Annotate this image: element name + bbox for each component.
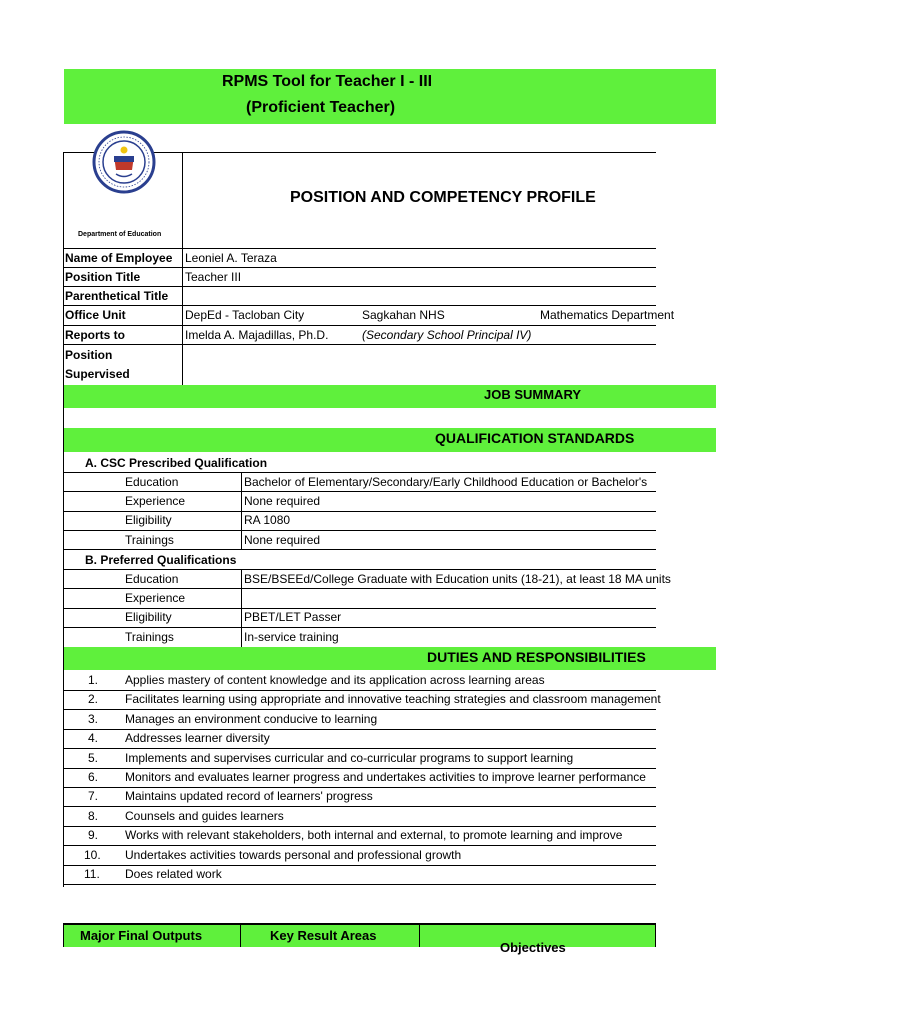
a-trainings-label: Trainings [125, 533, 174, 547]
csc-qualification-heading: A. CSC Prescribed Qualification [85, 456, 268, 470]
duty-number: 5. [88, 751, 99, 765]
supervised-label-1: Position [65, 348, 113, 362]
duty-text: Counsels and guides learners [125, 809, 284, 823]
col-line [655, 923, 656, 947]
col-line [63, 923, 64, 947]
reports-label: Reports to [65, 328, 125, 342]
duty-number: 8. [88, 809, 99, 823]
duty-number: 9. [88, 828, 99, 842]
duty-text: Applies mastery of content knowledge and its application across learning areas [125, 673, 545, 687]
col-key-result-areas: Key Result Areas [270, 928, 377, 943]
a-experience-value: None required [244, 494, 321, 508]
duty-text: Monitors and evaluates learner progress and undertakes activities to improve learner performance [125, 770, 646, 784]
duty-text: Addresses learner diversity [125, 731, 270, 745]
a-eligibility-value: RA 1080 [244, 513, 291, 527]
a-trainings-value: None required [244, 533, 321, 547]
duties-title: DUTIES AND RESPONSIBILITIES [427, 649, 646, 665]
a-education-label: Education [125, 475, 179, 489]
title-banner [64, 69, 716, 124]
b-eligibility-label: Eligibility [125, 610, 172, 624]
duty-number: 6. [88, 770, 99, 784]
row-line [63, 884, 656, 885]
duties-bar [64, 647, 716, 670]
b-trainings-label: Trainings [125, 630, 174, 644]
name-label: Name of Employee [65, 251, 173, 265]
b-eligibility-value: PBET/LET Passer [244, 610, 342, 624]
office-value-department: Mathematics Department [540, 308, 675, 322]
duty-number: 11. [84, 867, 100, 881]
row-line [63, 344, 656, 345]
parenthetical-label: Parenthetical Title [65, 289, 169, 303]
office-value-school: Sagkahan NHS [362, 308, 445, 322]
duty-text: Does related work [125, 867, 222, 881]
office-value-city: DepEd - Tacloban City [185, 308, 305, 322]
b-education-value: BSE/BSEEd/College Graduate with Education units (18-21), at least 18 MA units [244, 572, 671, 586]
col-objectives: Objectives [500, 940, 566, 955]
banner-title-line2: (Proficient Teacher) [246, 99, 396, 116]
job-summary-title: JOB SUMMARY [484, 387, 582, 402]
a-eligibility-label: Eligibility [125, 513, 172, 527]
reports-value: Imelda A. Majadillas, Ph.D. [185, 328, 329, 342]
qualification-title: QUALIFICATION STANDARDS [435, 430, 635, 446]
profile-title: POSITION AND COMPETENCY PROFILE [290, 189, 596, 206]
duty-text: Facilitates learning using appropriate and innovative teaching strategies and classroom management [125, 692, 661, 706]
duty-text: Maintains updated record of learners' progress [125, 789, 373, 803]
supervised-label-2: Supervised [65, 367, 130, 381]
a-experience-label: Experience [125, 494, 186, 508]
office-label: Office Unit [65, 308, 126, 322]
department-label: Department of Education [78, 231, 162, 238]
col-major-final-outputs: Major Final Outputs [80, 928, 203, 943]
duty-number: 10. [84, 848, 101, 862]
header-divider [182, 152, 183, 385]
qualification-bar [64, 428, 716, 452]
duty-number: 7. [88, 789, 99, 803]
row-line [63, 325, 656, 326]
duty-text: Undertakes activities towards personal and professional growth [125, 848, 462, 862]
duty-text: Manages an environment conducive to learning [125, 712, 378, 726]
reports-role: (Secondary School Principal IV) [362, 328, 532, 342]
job-summary-bar [64, 385, 716, 408]
duty-text: Works with relevant stakeholders, both internal and external, to promote learning and improve [125, 828, 623, 842]
duty-number: 4. [88, 731, 99, 745]
left-border [63, 152, 64, 887]
b-experience-label: Experience [125, 591, 186, 605]
col-line [241, 569, 242, 647]
col-line [241, 472, 242, 549]
deped-seal-logo [92, 130, 156, 194]
duty-number: 3. [88, 712, 99, 726]
b-education-label: Education [125, 572, 179, 586]
position-value: Teacher III [185, 270, 242, 284]
duty-number: 1. [88, 673, 99, 687]
banner-title-line1: RPMS Tool for Teacher I - III [222, 73, 433, 90]
name-value: Leoniel A. Teraza [185, 251, 277, 265]
duty-number: 2. [88, 692, 99, 706]
col-line [419, 923, 420, 947]
table-top-border [63, 923, 656, 925]
duty-text: Implements and supervises curricular and co-curricular programs to support learning [125, 751, 574, 765]
b-trainings-value: In-service training [244, 630, 339, 644]
preferred-qualification-heading: B. Preferred Qualifications [85, 553, 237, 567]
position-label: Position Title [65, 270, 141, 284]
col-line [240, 923, 241, 947]
a-education-value: Bachelor of Elementary/Secondary/Early Childhood Education or Bachelor's [244, 475, 648, 489]
